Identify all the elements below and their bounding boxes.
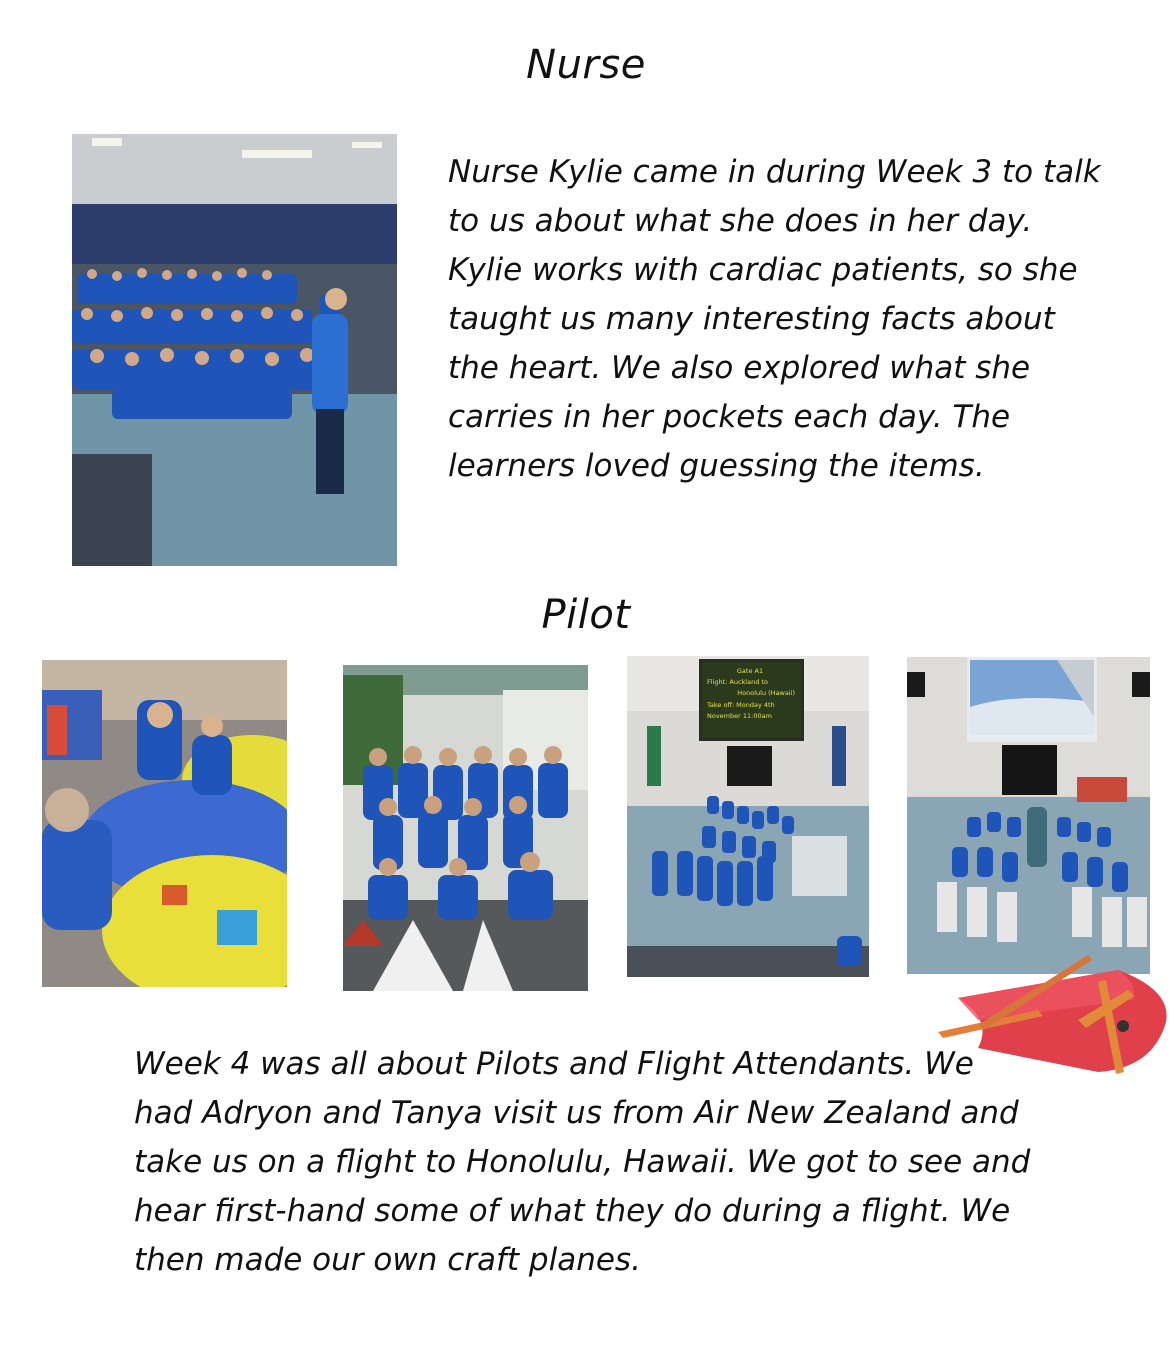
craft-activity-photo (42, 660, 287, 987)
nurse-paragraph: Nurse Kylie came in during Week 3 to talk to us about what she does in her day. Kylie works with cardiac patients, so she taught us many interesting facts about the heart. We also explored what she carries in her pockets each day. The learners loved guessing the items. (448, 154, 1101, 484)
pilot-paragraph: Week 4 was all about Pilots and Flight Attendants. We had Adryon and Tanya visit us from Air New Zealand and take us on a flight to Honolulu, Hawaii. We got to see and hear first-hand some of what they do during a flight. We then made our own craft planes. (134, 1046, 1031, 1278)
hall-flight-photo (627, 656, 869, 977)
hall-cabin-photo (907, 657, 1150, 974)
screen-line-2: Flight: Auckland to (707, 678, 768, 686)
pilot-heading: Pilot (541, 592, 631, 638)
group-photo (343, 665, 588, 991)
nurse-heading: Nurse (526, 42, 646, 88)
screen-line-5: November 11:00am (707, 712, 772, 720)
nurse-visit-photo (72, 134, 397, 566)
screen-line-3: Honolulu (Hawaii) (737, 689, 795, 697)
screen-line-4: Take off: Monday 4th (707, 701, 775, 709)
screen-line-1: Gate A1 (736, 667, 764, 675)
